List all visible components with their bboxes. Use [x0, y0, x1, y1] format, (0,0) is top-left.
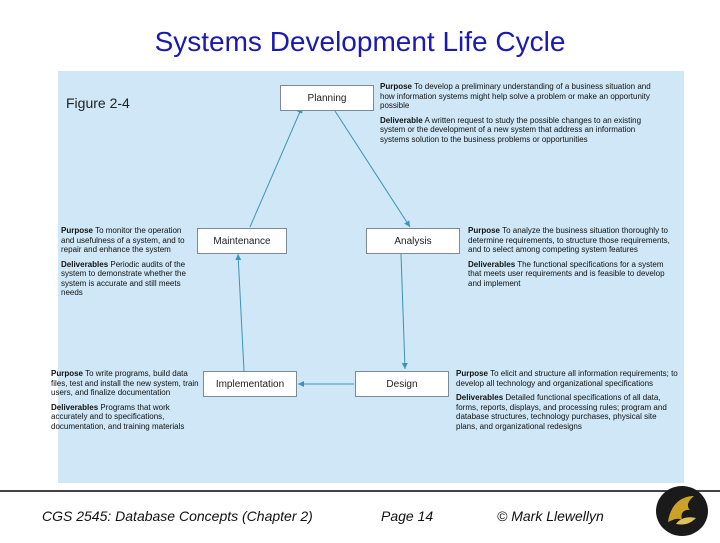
footer-course: CGS 2545: Database Concepts (Chapter 2) — [42, 508, 313, 524]
maintenance-deliverables-text: Periodic audits of the system to demonstrate whether the system is accurate and still meets needs — [61, 259, 186, 297]
sdlc-diagram — [51, 71, 684, 483]
implementation-purpose-text: To write programs, build data files, test and install the new system, train users, and finalize documentation — [51, 369, 199, 397]
maintenance-purpose-heading: Purpose — [61, 226, 94, 235]
stage-maintenance: Maintenance — [197, 228, 287, 254]
design-deliverables-heading: Deliverables — [456, 393, 504, 402]
analysis-deliverables-heading: Deliverables — [468, 259, 516, 269]
implementation-deliverables-text: Programs that work accurately and to specifications, documentation, and training materials — [51, 402, 185, 431]
analysis-purpose-heading: Purpose — [468, 226, 501, 235]
stage-design: Design — [355, 371, 449, 397]
design-purpose-text: To elicit and structure all information requirements; to develop all technology and organizational specifications — [456, 369, 678, 388]
maintenance-description — [61, 226, 194, 303]
planning-deliverable-heading: Deliverable — [380, 115, 423, 125]
arrow-implementation-to-maintenance — [238, 254, 244, 371]
arrow-analysis-to-design — [401, 254, 405, 369]
analysis-deliverables-text: The functional specifications for a system that meets user requirements and is feasible to develop and implement — [468, 259, 665, 288]
analysis-purpose-text: To analyze the business situation thoroughly to determine requirements, to structure those requirements, and to select among competing system features — [468, 226, 670, 254]
planning-purpose-text: To develop a preliminary understanding of a business situation and how information systems might help solve a problem or make an opportunity possible — [380, 82, 651, 110]
implementation-description — [51, 369, 201, 436]
maintenance-deliverables-heading: Deliverables — [61, 259, 109, 269]
analysis-description — [468, 226, 678, 293]
figure-label: Figure 2-4 — [66, 95, 130, 111]
design-deliverables-text: Detailed functional specifications of all data, forms, reports, displays, and processing rules; program and database structures, technology purchases, physical site plans, and organizational redesigns — [456, 393, 667, 431]
footer-divider — [0, 490, 720, 492]
design-purpose-heading: Purpose — [456, 369, 489, 378]
arrow-maintenance-to-planning — [250, 107, 302, 227]
planning-purpose-heading: Purpose — [380, 82, 413, 91]
implementation-deliverables-heading: Deliverables — [51, 402, 99, 412]
maintenance-purpose-text: To monitor the operation and usefulness of a system, and to repair and enhance the system — [61, 226, 185, 254]
stage-implementation: Implementation — [203, 371, 297, 397]
slide-title: Systems Development Life Cycle — [154, 26, 566, 57]
implementation-purpose-heading: Purpose — [51, 369, 84, 378]
footer-page-number: Page 14 — [381, 508, 434, 524]
footer-author: © Mark Llewellyn — [497, 508, 604, 524]
stage-analysis: Analysis — [366, 228, 460, 254]
planning-deliverable-text: A written request to study the possible changes to an existing system or the development of a new system that address an information systems solution to the business problems or opportunities — [380, 115, 642, 144]
design-description — [456, 369, 678, 436]
stage-planning: Planning — [280, 85, 374, 111]
pegasus-logo-icon — [654, 484, 710, 538]
planning-description — [380, 82, 664, 149]
